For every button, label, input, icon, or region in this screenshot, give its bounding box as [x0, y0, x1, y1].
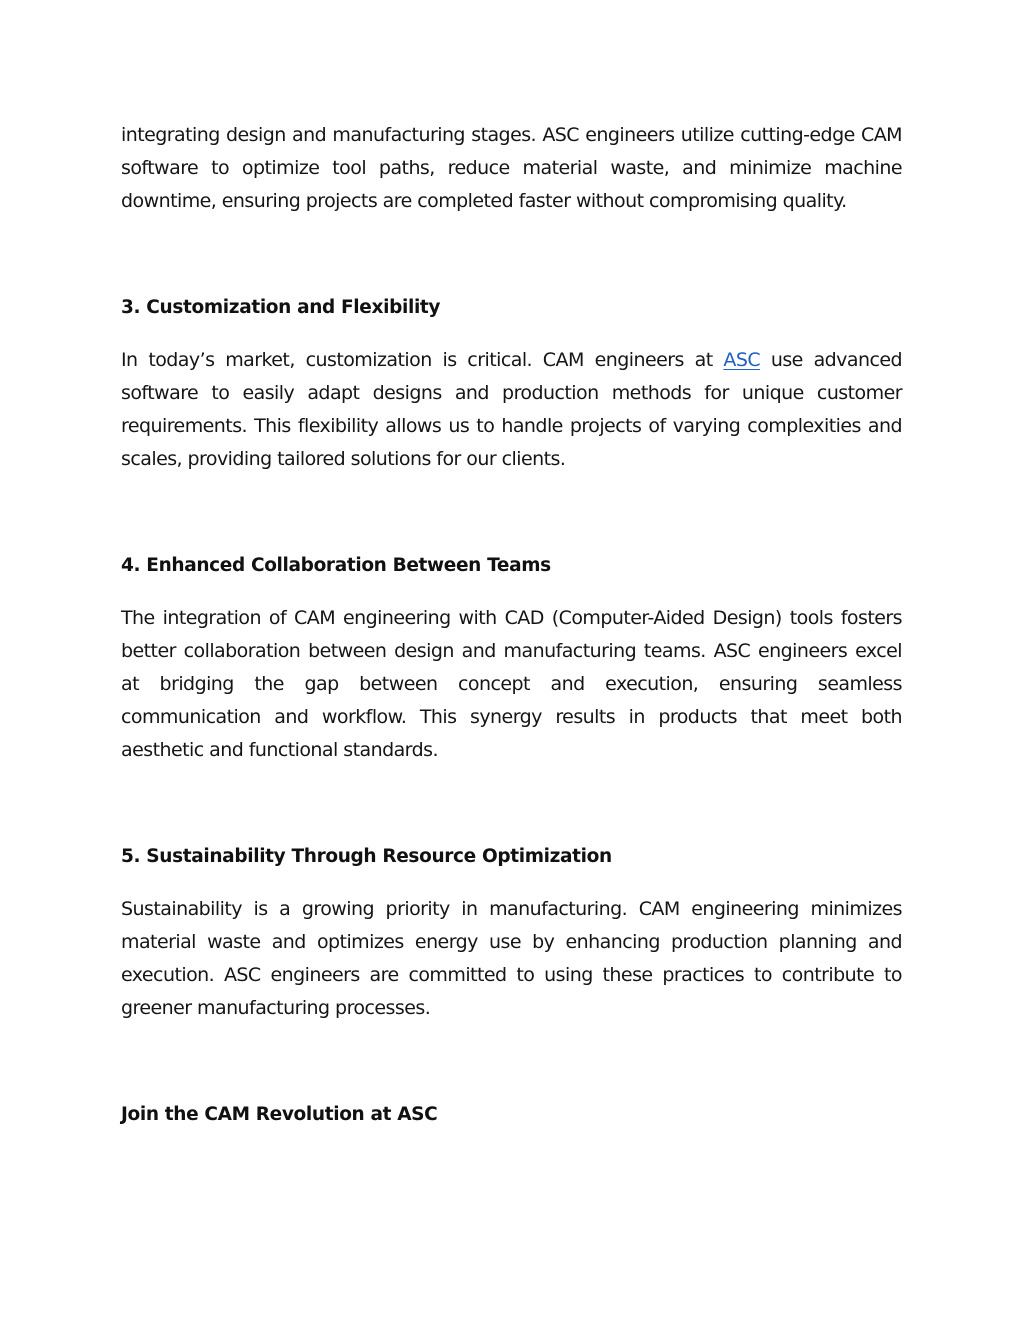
document-page	[121, 119, 902, 1128]
customization-text-end: use advanced software to easily adapt designs and production methods for unique customer requirements. This flexibility allows us to handle projects of varying complexities and scales, providing tailored solutions for our clients.	[121, 349, 903, 470]
intro-paragraph: integrating design and manufacturing stages. ASC engineers utilize cutting-edge CAM software to optimize tool paths, reduce material waste, and minimize machine downtime, ensuring projects are completed faster without compromising quality.	[121, 124, 902, 212]
section-heading-collaboration: 4. Enhanced Collaboration Between Teams	[121, 555, 551, 576]
collaboration-paragraph: The integration of CAM engineering with CAD (Computer-Aided Design) tools fosters better collaboration between design and manufacturing teams. ASC engineers excel at bridging the gap between concept and execution, ensuring seamless communication and workflow. This synergy results in products that meet both aesthetic and functional standards.	[121, 607, 902, 761]
customization-text-start: In today’s market, customization is critical. CAM engineers at	[121, 349, 724, 371]
section-heading-join: Join the CAM Revolution at ASC	[121, 1104, 438, 1125]
section-heading-customization: 3. Customization and Flexibility	[121, 297, 441, 318]
customization-paragraph	[121, 344, 902, 476]
section-heading-sustainability: 5. Sustainability Through Resource Optimization	[121, 846, 612, 867]
sustainability-paragraph: Sustainability is a growing priority in manufacturing. CAM engineering minimizes material waste and optimizes energy use by enhancing production planning and execution. ASC engineers are committed to using these practices to contribute to greener manufacturing processes.	[121, 898, 902, 1019]
asc-link[interactable]: ASC	[723, 349, 761, 371]
